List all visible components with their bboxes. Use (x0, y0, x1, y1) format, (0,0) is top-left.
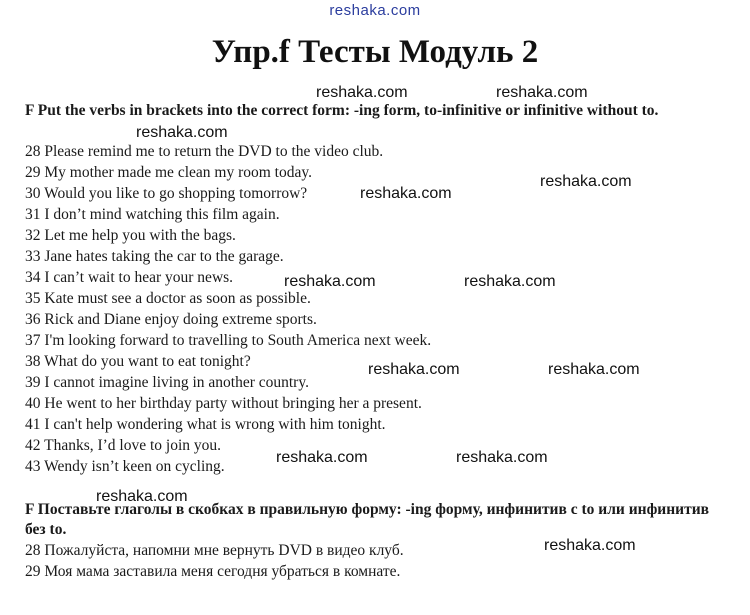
sentence-item: 33 Jane hates taking the car to the garage. (25, 248, 284, 265)
sentence-item: 32 Let me help you with the bags. (25, 227, 236, 244)
sentence-item: 39 I cannot imagine living in another country. (25, 374, 309, 391)
watermark: reshaka.com (96, 488, 188, 505)
sentence-item: 28 Please remind me to return the DVD to the video club. (25, 143, 384, 160)
task-instruction-ru: F Поставьте глаголы в скобках в правильную форму: -ing форму, инфинитив с to или инфинитив без to. (25, 501, 709, 538)
sentence-item: 28 Пожалуйста, напомни мне вернуть DVD в видео клуб. (25, 542, 404, 559)
sentence-item: 30 Would you like to go shopping tomorrow? (25, 185, 308, 202)
sentence-item: 29 Моя мама заставила меня сегодня убраться в комнате. (25, 563, 401, 580)
watermark: reshaka.com (360, 185, 452, 202)
sentence-item: 35 Kate must see a doctor as soon as possible. (25, 290, 311, 307)
sentence-item: 43 Wendy isn’t keen on cycling. (25, 458, 225, 475)
task-instruction-en: F Put the verbs in brackets into the correct form: -ing form, to-infinitive or infinitive without to. (25, 102, 659, 119)
watermark: reshaka.com (496, 84, 588, 101)
sentence-item: 40 He went to her birthday party without bringing her a present. (25, 395, 422, 412)
sentence-item: 31 I don’t mind watching this film again. (25, 206, 280, 223)
sentence-item: 38 What do you want to eat tonight? (25, 353, 251, 370)
sentence-item: 41 I can't help wondering what is wrong with him tonight. (25, 416, 386, 433)
site-url: reshaka.com (329, 2, 421, 19)
watermark: reshaka.com (284, 273, 376, 290)
watermark: reshaka.com (316, 84, 408, 101)
watermark: reshaka.com (464, 273, 556, 290)
watermark: reshaka.com (540, 173, 632, 190)
watermark: reshaka.com (136, 124, 228, 141)
sentence-item: 34 I can’t wait to hear your news. (25, 269, 234, 286)
watermark: reshaka.com (548, 361, 640, 378)
watermark: reshaka.com (368, 361, 460, 378)
watermark: reshaka.com (456, 449, 548, 466)
watermark: reshaka.com (544, 537, 636, 554)
sentence-item: 36 Rick and Diane enjoy doing extreme sports. (25, 311, 317, 328)
sentence-item: 42 Thanks, I’d love to join you. (25, 437, 222, 454)
watermark: reshaka.com (276, 449, 368, 466)
page-title: Упр.f Тесты Модуль 2 (211, 34, 539, 70)
sentence-item: 29 My mother made me clean my room today. (25, 164, 312, 181)
sentence-item: 37 I'm looking forward to travelling to South America next week. (25, 332, 432, 349)
